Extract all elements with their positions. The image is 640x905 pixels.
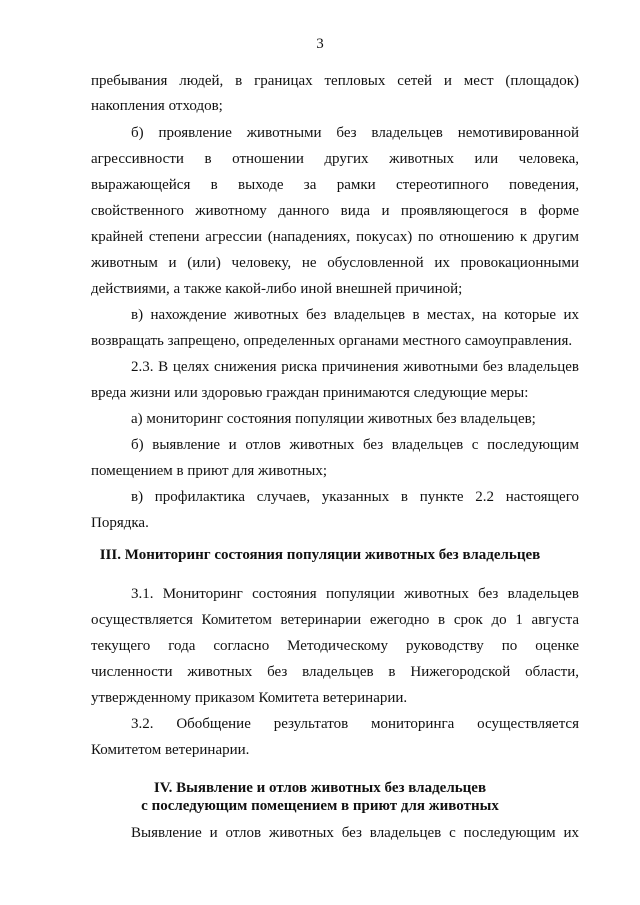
- paragraph-line: в) профилактика случаев, указанных в пункте 2.2 настоящего: [131, 489, 579, 505]
- paragraph-line: помещением в приют для животных;: [91, 463, 328, 479]
- paragraph-line: б) проявление животными без владельцев немотивированной: [131, 125, 579, 141]
- paragraph-line: животным и (или) человеку, не обусловленной их провокационными: [91, 255, 579, 271]
- paragraph-line: 3.1. Мониторинг состояния популяции животных без владельцев: [131, 586, 579, 602]
- paragraph-line: а) мониторинг состояния популяции животных без владельцев;: [131, 411, 536, 427]
- paragraph-line: Порядка.: [91, 515, 149, 531]
- paragraph-line: б) выявление и отлов животных без владельцев с последующим: [131, 437, 579, 453]
- paragraph-line: выражающейся в выходе за рамки стереотипного поведения,: [91, 177, 579, 193]
- paragraph-line: возвращать запрещено, определенных органами местного самоуправления.: [91, 333, 573, 349]
- paragraph-line: 3.2. Обобщение результатов мониторинга осуществляется: [131, 716, 579, 732]
- paragraph-line: численности животных без владельцев в Нижегородской области,: [91, 664, 579, 680]
- paragraph-line: накопления отходов;: [91, 98, 223, 114]
- section-heading: IV. Выявление и отлов животных без владельцев: [153, 780, 487, 796]
- paragraph-line: текущего года согласно Методическому руководству по оценке: [91, 638, 579, 654]
- paragraph-line: крайней степени агрессии (нападениях, покусах) по отношению к другим: [91, 229, 579, 245]
- paragraph-line: в) нахождение животных без владельцев в местах, на которые их: [131, 307, 579, 323]
- paragraph-line: осуществляется Комитетом ветеринарии ежегодно в срок до 1 августа: [91, 612, 579, 628]
- paragraph-line: Комитетом ветеринарии.: [91, 742, 250, 758]
- paragraph-line: свойственного животному данного вида и проявляющегося в форме: [91, 203, 579, 219]
- paragraph-line: 2.3. В целях снижения риска причинения животными без владельцев: [131, 359, 579, 375]
- paragraph-line: Выявление и отлов животных без владельцев с последующим их: [131, 825, 579, 841]
- paragraph-line: пребывания людей, в границах тепловых сетей и мест (площадок): [91, 73, 579, 89]
- page-number: 3: [316, 36, 324, 52]
- section-heading: III. Мониторинг состояния популяции животных без владельцев: [99, 547, 541, 563]
- section-heading: с последующим помещением в приют для животных: [141, 798, 499, 814]
- paragraph-line: агрессивности в отношении других животных или человека,: [91, 151, 579, 167]
- paragraph-line: вреда жизни или здоровью граждан принимаются следующие меры:: [91, 385, 529, 401]
- paragraph-line: утвержденному приказом Комитета ветеринарии.: [91, 690, 408, 706]
- paragraph-line: действиями, а также какой-либо иной внешней причиной;: [91, 281, 463, 297]
